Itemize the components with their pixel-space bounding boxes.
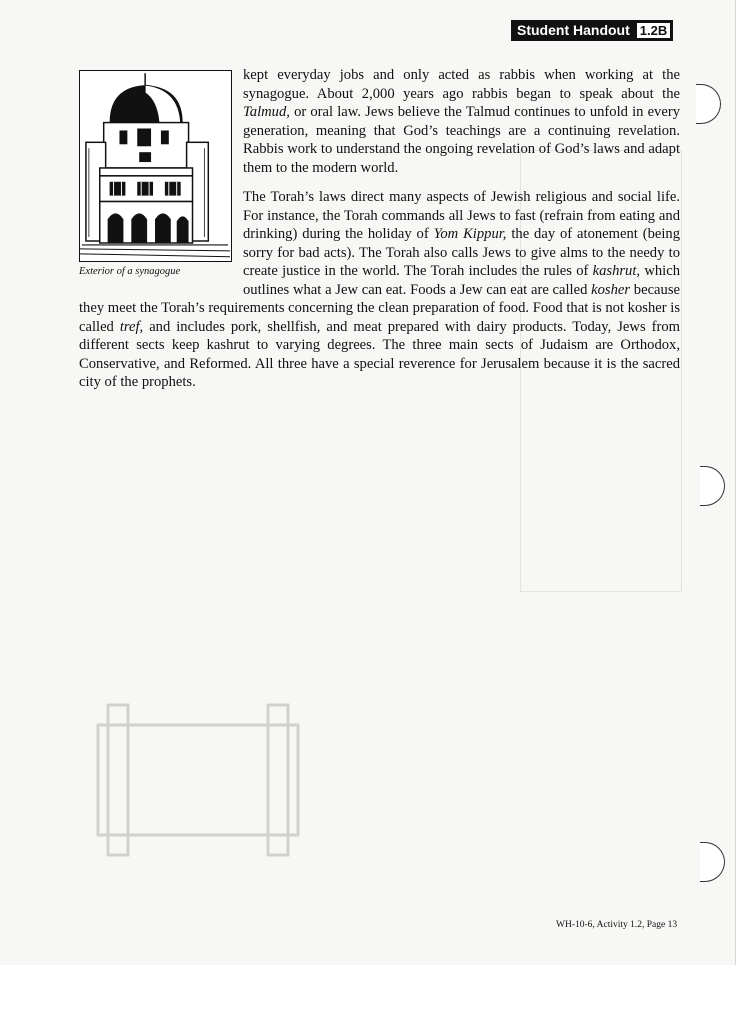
page-footer: WH-10-6, Activity 1.2, Page 13 [556, 920, 678, 930]
p1-text-2: or oral law. Jews believe the Talmud continues to unfold in every generation, meaning that God’s teachings are a continuing revelation. Rabbis work to understand the ongoing revelation of God’s laws and adapt them to the modern world. [243, 104, 680, 176]
body-text [79, 66, 680, 392]
term-talmud: Talmud, [243, 104, 290, 120]
p2-text-3: which outlines what a Jew can eat. Foods a Jew can eat are called [243, 263, 680, 298]
term-kashrut: kashrut, [592, 263, 641, 279]
binder-hole-top [696, 84, 721, 124]
term-tref: tref, [119, 318, 144, 335]
handout-title: Student Handout [517, 22, 630, 38]
figure-wrap-spacer [79, 66, 243, 286]
binder-hole-bottom [700, 842, 725, 882]
p2-text-4: because they meet the Torah’s requirements concerning the clean preparation of food. Food that is not kosher is called [79, 281, 680, 335]
binder-hole-middle [700, 466, 725, 506]
figure-caption: Exterior of a synagogue [79, 266, 181, 277]
p2-text-2: the day of atonement (being sorry for bad acts). The Torah also calls Jews to give alms to the needy to create justice in the world. The Torah includes the rules of [243, 226, 680, 279]
bleed-through-torah-scroll-icon [78, 695, 318, 865]
p2-text-5: and includes pork, shellfish, and meat prepared with dairy products. Today, Jews from different sects keep kashrut to varying degrees. The three main sects of Judaism are Orthodox, Conservative, and Reformed. All three have a special reverence for Jerusalem because it is the sacred city of the prophets. [79, 318, 680, 390]
handout-number: 1.2B [636, 22, 671, 39]
p2-text-1: The Torah’s laws direct many aspects of Jewish religious and social life. For instance, the Torah commands all Jews to fast (refrain from eating and drinking) during the holiday of [243, 189, 680, 242]
term-yom-kippur: Yom Kippur, [433, 226, 507, 242]
term-kosher: kosher [591, 281, 631, 298]
p1-text-1: kept everyday jobs and only acted as rabbis when working at the synagogue. About 2,000 years ago rabbis began to speak about the [243, 67, 680, 102]
student-handout-badge [511, 20, 673, 41]
